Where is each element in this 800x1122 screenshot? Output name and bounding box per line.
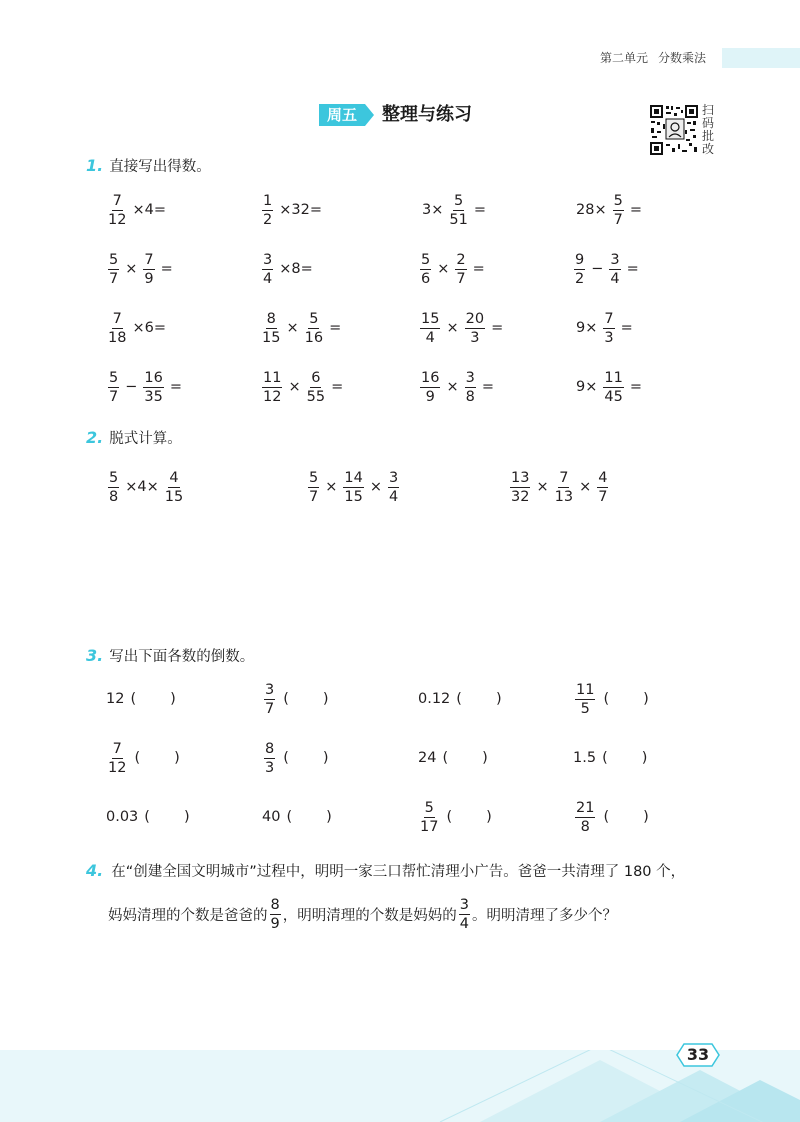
scan-to-grade-label bbox=[702, 104, 716, 156]
answer-blank[interactable] bbox=[144, 809, 189, 825]
numerator: 5 bbox=[309, 469, 319, 486]
answer-blank[interactable] bbox=[442, 750, 487, 766]
operator-text: ×4× bbox=[125, 479, 159, 495]
oral-calc-item bbox=[418, 190, 490, 230]
denominator: 16 bbox=[304, 329, 324, 346]
page-title: 整理与练习 bbox=[382, 104, 472, 125]
denominator: 32 bbox=[511, 488, 530, 505]
numerator: 5 bbox=[453, 192, 464, 209]
operator-text: = bbox=[481, 379, 494, 395]
answer-blank[interactable] bbox=[283, 750, 328, 766]
operator-text: = bbox=[329, 320, 342, 336]
numerator: 5 bbox=[309, 310, 319, 327]
fraction bbox=[305, 311, 323, 346]
operator-text: = bbox=[491, 320, 504, 336]
denominator: 7 bbox=[613, 211, 623, 228]
page-number: 33 bbox=[686, 1045, 710, 1064]
day-badge: 周五 bbox=[319, 104, 365, 126]
answer-blank[interactable] bbox=[286, 809, 331, 825]
denominator: 3 bbox=[604, 329, 614, 346]
paren-close: ) bbox=[322, 691, 329, 707]
number-text: 0.03 bbox=[106, 809, 139, 825]
operator-text: = bbox=[473, 202, 486, 218]
operator-text: = bbox=[629, 379, 642, 395]
numerator: 5 bbox=[109, 469, 119, 486]
question-number: 4. bbox=[86, 860, 104, 880]
oral-calc-item bbox=[106, 190, 170, 230]
reciprocal-item bbox=[262, 679, 329, 719]
denominator: 9 bbox=[144, 270, 154, 287]
question-number: 1. bbox=[86, 156, 104, 175]
fraction bbox=[420, 311, 440, 346]
question-number: 2. bbox=[86, 428, 104, 447]
numerator: 16 bbox=[144, 369, 163, 386]
oral-calc-item bbox=[572, 367, 646, 407]
operator-text: = bbox=[169, 379, 182, 395]
question-label: 直接写出得数。 bbox=[109, 159, 211, 175]
denominator: 4 bbox=[263, 270, 273, 287]
reciprocal-item bbox=[106, 679, 176, 719]
operator-text: = bbox=[626, 261, 639, 277]
header-band bbox=[722, 48, 800, 68]
denominator: 45 bbox=[604, 388, 623, 405]
denominator: 35 bbox=[144, 388, 163, 405]
reciprocal-item bbox=[262, 738, 329, 778]
operator-text: 9× bbox=[576, 379, 598, 395]
denominator: 18 bbox=[108, 329, 127, 346]
fraction bbox=[264, 682, 275, 717]
numerator: 5 bbox=[613, 192, 623, 209]
reciprocal-item bbox=[418, 797, 492, 837]
oral-calc-item bbox=[418, 308, 507, 348]
denominator: 4 bbox=[425, 329, 435, 346]
oral-calc-item bbox=[418, 249, 489, 289]
denominator: 15 bbox=[262, 329, 281, 346]
reciprocal-item bbox=[106, 797, 190, 837]
operator-text: × bbox=[446, 379, 459, 395]
scan-char: 批 bbox=[702, 129, 715, 143]
number-text: 40 bbox=[262, 809, 281, 825]
question-1-heading bbox=[86, 155, 211, 177]
paren-close: ) bbox=[174, 750, 180, 766]
operator-text: × bbox=[446, 320, 459, 336]
answer-blank[interactable] bbox=[130, 691, 175, 707]
answer-blank[interactable] bbox=[134, 750, 179, 766]
fraction bbox=[609, 252, 620, 287]
oral-calc-item bbox=[260, 308, 345, 348]
denominator: 15 bbox=[164, 488, 184, 505]
fraction bbox=[262, 252, 273, 287]
question-4-line-2 bbox=[108, 894, 617, 934]
numerator: 5 bbox=[109, 251, 119, 268]
operator-text: ×6= bbox=[132, 320, 166, 336]
fraction bbox=[555, 470, 573, 505]
denominator: 12 bbox=[108, 759, 127, 776]
operator-text: × bbox=[125, 261, 138, 277]
paren-open: ( bbox=[130, 691, 137, 707]
operator-text: × bbox=[536, 479, 549, 495]
fraction bbox=[108, 311, 126, 346]
oral-calc-item bbox=[260, 190, 326, 230]
denominator: 3 bbox=[265, 759, 275, 776]
scan-char: 改 bbox=[702, 142, 715, 156]
fraction bbox=[143, 370, 163, 405]
numerator: 1 bbox=[263, 192, 273, 209]
operator-text: = bbox=[160, 261, 173, 277]
fraction bbox=[449, 193, 467, 228]
denominator: 4 bbox=[610, 270, 620, 287]
operator-text: = bbox=[629, 202, 642, 218]
denominator: 7 bbox=[265, 700, 275, 717]
numerator: 7 bbox=[144, 251, 154, 268]
operator-text: = bbox=[331, 379, 344, 395]
number-text: 12 bbox=[106, 691, 125, 707]
paren-open: ( bbox=[286, 809, 293, 825]
step-calc-item bbox=[306, 467, 401, 507]
paren-open: ( bbox=[456, 691, 462, 707]
fraction bbox=[510, 470, 530, 505]
oral-calc-item bbox=[106, 249, 177, 289]
numerator: 14 bbox=[344, 469, 363, 486]
numerator: 2 bbox=[456, 251, 466, 268]
numerator: 4 bbox=[169, 469, 179, 486]
numerator: 3 bbox=[459, 896, 469, 913]
answer-blank[interactable] bbox=[603, 691, 648, 707]
denominator: 51 bbox=[449, 211, 468, 228]
operator-text: ×8= bbox=[279, 261, 313, 277]
oral-calc-item bbox=[418, 367, 498, 407]
paren-close: ) bbox=[641, 750, 648, 766]
operator-text: 9× bbox=[576, 320, 598, 336]
paren-close: ) bbox=[183, 809, 190, 825]
paren-close: ) bbox=[482, 750, 488, 766]
question-label: 脱式计算。 bbox=[109, 431, 182, 447]
answer-blank[interactable] bbox=[603, 809, 648, 825]
paren-open: ( bbox=[603, 809, 610, 825]
reciprocal-item bbox=[418, 679, 502, 719]
operator-text: ×32= bbox=[279, 202, 322, 218]
paren-close: ) bbox=[486, 809, 492, 825]
numerator: 9 bbox=[575, 251, 585, 268]
denominator: 5 bbox=[580, 700, 590, 717]
number-text: 0.12 bbox=[418, 691, 451, 707]
oral-calc-item bbox=[572, 308, 637, 348]
operator-text: = bbox=[620, 320, 633, 336]
numerator: 16 bbox=[421, 369, 440, 386]
operator-text: × bbox=[369, 479, 382, 495]
fraction bbox=[143, 252, 154, 287]
paren-open: ( bbox=[603, 691, 610, 707]
denominator: 7 bbox=[598, 488, 608, 505]
paren-open: ( bbox=[446, 809, 453, 825]
reciprocal-item bbox=[106, 738, 180, 778]
denominator: 3 bbox=[470, 329, 480, 346]
fraction bbox=[108, 370, 119, 405]
header-unit: 第二单元 bbox=[600, 51, 649, 65]
number-text: 24 bbox=[418, 750, 437, 766]
numerator: 8 bbox=[265, 740, 275, 757]
numerator: 11 bbox=[604, 369, 623, 386]
answer-blank[interactable] bbox=[456, 691, 501, 707]
reciprocal-item bbox=[262, 797, 332, 837]
paren-open: ( bbox=[134, 750, 141, 766]
fraction bbox=[108, 193, 126, 228]
fraction bbox=[165, 470, 183, 505]
paren-close: ) bbox=[322, 750, 329, 766]
denominator: 2 bbox=[575, 270, 585, 287]
denominator: 8 bbox=[580, 818, 590, 835]
denominator: 12 bbox=[263, 388, 282, 405]
question-2-heading bbox=[86, 427, 182, 449]
operator-text: − bbox=[125, 379, 138, 395]
oral-calc-item bbox=[572, 190, 646, 230]
numerator: 8 bbox=[270, 896, 280, 913]
oral-calc-item bbox=[260, 367, 347, 407]
numerator: 3 bbox=[465, 369, 475, 386]
fraction bbox=[262, 370, 282, 405]
header-topic: 分数乘法 bbox=[658, 51, 707, 65]
question-4-text-1: 在“创建全国文明城市”过程中，明明一家三口帮忙清理小广告。爸爸一共清理了 180 个， bbox=[111, 863, 686, 880]
fraction bbox=[108, 470, 119, 505]
denominator: 4 bbox=[389, 488, 399, 505]
denominator: 7 bbox=[309, 488, 319, 505]
numerator: 8 bbox=[266, 310, 276, 327]
fraction bbox=[270, 897, 281, 932]
denominator: 8 bbox=[109, 488, 119, 505]
paren-close: ) bbox=[326, 809, 332, 825]
numerator: 20 bbox=[465, 310, 485, 327]
denominator: 55 bbox=[306, 388, 326, 405]
oral-calc-item bbox=[572, 249, 643, 289]
fraction bbox=[465, 370, 476, 405]
numerator: 21 bbox=[576, 799, 595, 816]
step-calc-item bbox=[106, 467, 185, 507]
numerator: 5 bbox=[109, 369, 119, 386]
answer-blank[interactable] bbox=[283, 691, 328, 707]
numerator: 7 bbox=[112, 740, 122, 757]
paren-open: ( bbox=[283, 691, 289, 707]
reciprocal-item bbox=[573, 797, 649, 837]
question-4-text-2b: ，明明清理的个数是妈妈的 bbox=[282, 907, 457, 924]
reciprocal-item bbox=[418, 738, 488, 778]
operator-text: = bbox=[472, 261, 485, 277]
question-4-text-2c: 。明明清理了多少个？ bbox=[471, 907, 617, 924]
paren-close: ) bbox=[495, 691, 502, 707]
oral-calc-item bbox=[260, 249, 317, 289]
numerator: 7 bbox=[604, 310, 614, 327]
numerator: 5 bbox=[421, 251, 431, 268]
fraction bbox=[420, 252, 431, 287]
fraction bbox=[603, 311, 614, 346]
paren-open: ( bbox=[283, 750, 289, 766]
fraction bbox=[465, 311, 485, 346]
fraction bbox=[108, 741, 126, 776]
numerator: 11 bbox=[576, 681, 595, 698]
denominator: 7 bbox=[109, 388, 119, 405]
denominator: 15 bbox=[344, 488, 363, 505]
fraction bbox=[575, 682, 595, 717]
fraction bbox=[264, 741, 275, 776]
scan-char: 码 bbox=[702, 116, 715, 130]
oral-calc-item bbox=[106, 308, 170, 348]
fraction bbox=[613, 193, 624, 228]
fraction bbox=[575, 800, 595, 835]
reciprocal-item bbox=[573, 679, 649, 719]
paren-open: ( bbox=[442, 750, 449, 766]
denominator: 7 bbox=[456, 270, 466, 287]
operator-text: × bbox=[288, 379, 301, 395]
fraction bbox=[108, 252, 119, 287]
operator-text: − bbox=[591, 261, 604, 277]
numerator: 7 bbox=[112, 192, 122, 209]
question-3-heading bbox=[86, 645, 254, 667]
reciprocal-item bbox=[573, 738, 647, 778]
fraction bbox=[420, 370, 440, 405]
number-text: 1.5 bbox=[573, 750, 597, 766]
paren-open: ( bbox=[144, 809, 150, 825]
fraction bbox=[262, 311, 280, 346]
question-4-line-1 bbox=[86, 858, 685, 882]
answer-blank[interactable] bbox=[602, 750, 647, 766]
fraction bbox=[420, 800, 438, 835]
fraction bbox=[388, 470, 399, 505]
numerator: 3 bbox=[389, 469, 399, 486]
operator-text: × bbox=[286, 320, 299, 336]
denominator: 7 bbox=[109, 270, 119, 287]
denominator: 4 bbox=[459, 915, 469, 932]
question-label: 写出下面各数的倒数。 bbox=[109, 649, 255, 665]
paren-close: ) bbox=[643, 691, 649, 707]
denominator: 12 bbox=[108, 211, 127, 228]
badge-arrow bbox=[365, 104, 374, 126]
fraction bbox=[597, 470, 608, 505]
fraction bbox=[308, 470, 319, 505]
operator-text: × bbox=[325, 479, 338, 495]
question-4-text-2a: 妈妈清理的个数是爸爸的 bbox=[108, 907, 268, 924]
answer-blank[interactable] bbox=[446, 809, 491, 825]
denominator: 8 bbox=[465, 388, 475, 405]
numerator: 4 bbox=[598, 469, 608, 486]
denominator: 2 bbox=[263, 211, 273, 228]
fraction bbox=[262, 193, 273, 228]
operator-text: × bbox=[579, 479, 592, 495]
numerator: 3 bbox=[265, 681, 275, 698]
operator-text: 3× bbox=[422, 202, 444, 218]
fraction bbox=[574, 252, 585, 287]
numerator: 3 bbox=[263, 251, 273, 268]
fraction bbox=[603, 370, 623, 405]
paren-close: ) bbox=[643, 809, 649, 825]
fraction bbox=[459, 897, 470, 932]
step-calc-item bbox=[508, 467, 610, 507]
denominator: 9 bbox=[425, 388, 435, 405]
numerator: 7 bbox=[559, 469, 569, 486]
numerator: 13 bbox=[511, 469, 530, 486]
fraction bbox=[455, 252, 466, 287]
question-number: 3. bbox=[86, 646, 104, 665]
operator-text: 28× bbox=[576, 202, 607, 218]
fraction bbox=[307, 370, 325, 405]
operator-text: × bbox=[437, 261, 450, 277]
denominator: 17 bbox=[420, 818, 439, 835]
numerator: 5 bbox=[424, 799, 434, 816]
running-header bbox=[600, 48, 720, 68]
denominator: 13 bbox=[554, 488, 574, 505]
paren-open: ( bbox=[602, 750, 608, 766]
oral-calc-item bbox=[106, 367, 186, 407]
numerator: 7 bbox=[112, 310, 122, 327]
qr-code[interactable] bbox=[649, 104, 699, 156]
fraction bbox=[343, 470, 363, 505]
numerator: 3 bbox=[610, 251, 620, 268]
scan-char: 扫 bbox=[702, 103, 715, 117]
numerator: 15 bbox=[421, 310, 440, 327]
paren-close: ) bbox=[170, 691, 176, 707]
denominator: 6 bbox=[421, 270, 431, 287]
denominator: 9 bbox=[270, 915, 280, 932]
numerator: 6 bbox=[311, 369, 321, 386]
operator-text: ×4= bbox=[132, 202, 166, 218]
numerator: 11 bbox=[263, 369, 282, 386]
